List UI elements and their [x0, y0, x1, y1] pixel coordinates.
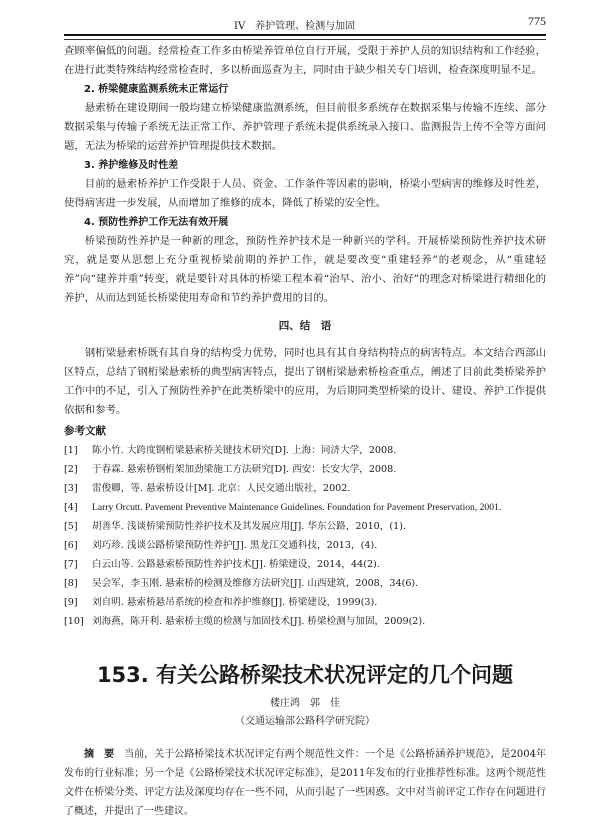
body-text [64, 42, 546, 821]
ref-text: 刘巧珍. 浅谈公路桥梁预防性养护[J]. 黑龙江交通科技，2013，(4). [92, 540, 378, 551]
ref-number: [1] [64, 445, 78, 456]
ref-text: Larry Orcutt. Pavement Preventive Maintenance Guidelines. Foundation for Pavement Preservation, 2001. [92, 502, 502, 513]
abstract-label: 摘 要 [84, 749, 115, 760]
subheading: 4. 预防性养护工作无法有效开展 [84, 217, 229, 228]
reference-item [64, 574, 546, 593]
reference-list [64, 441, 546, 631]
references-heading: 参考文献 [64, 425, 106, 437]
ref-text: 刘自明. 悬索桥悬吊系统的检查和养护维修[J]. 桥梁建设，1999(3). [92, 597, 378, 608]
ref-number: [6] [64, 540, 78, 551]
ref-number: [10] [64, 616, 84, 627]
ref-number: [7] [64, 559, 78, 570]
paragraph: 桥梁预防性养护是一种新的理念，预防性养护技术是一种新兴的学科。开展桥梁预防性养护技术研究，就是要从思想上充分重视桥梁前期的养护工作，就是要改变“重建轻养”的老观念，从“重建轻养”向“建养并重”转变，就是要针对具体的桥梁工程本着“治早、治小、治好”的理念对桥梁进行精细化的养护，从而达到延长桥梁使用寿命和节约养护费用的目的。 [64, 235, 546, 304]
reference-item [64, 441, 546, 460]
article-affiliation: （交通运输部公路科学研究院） [235, 716, 375, 727]
ref-text: 胡善华. 浅谈桥梁预防性养护技术及其发展应用[J]. 华东公路，2010，(1). [92, 521, 407, 532]
ref-number: [2] [64, 464, 78, 475]
ref-number: [8] [64, 578, 78, 589]
subheading: 2. 桥梁健康监测系统未正常运行 [84, 84, 229, 95]
ref-number: [4] [64, 502, 78, 513]
ref-text: 吴会军，李玉刚. 悬索桥的检测及维修方法研究[J]. 山西建筑，2008，34(6). [92, 578, 419, 589]
reference-item [64, 460, 546, 479]
reference-item [64, 517, 546, 536]
reference-item [64, 536, 546, 555]
ref-text: 刘海燕，陈开利. 悬索桥主缆的检测与加固技术[J]. 桥梁检测与加固，2009(2). [92, 616, 426, 627]
ref-text: 白云山等. 公路悬索桥预防性养护技术[J]. 桥梁建设，2014，44(2). [92, 559, 380, 570]
abstract [64, 745, 546, 821]
ref-text: 于春霖. 悬索桥钢桁架加劲梁施工方法研究[D]. 西安：长安大学，2008. [92, 464, 397, 475]
header-rule-thin [64, 39, 546, 40]
ref-text: 雷俊卿，等. 悬索桥设计[M]. 北京：人民交通出版社，2002. [92, 483, 351, 494]
ref-number: [3] [64, 483, 78, 494]
paragraph: 悬索桥在建设期间一般均建立桥梁健康监测系统，但目前很多系统存在数据采集与传输不连续、部分数据采集与传输子系统无法正常工作、养护管理子系统未提供系统录入接口、监测报告上传不全等方面问题，无法为桥梁的运营养护管理提供技术数据。 [64, 102, 546, 152]
article-authors: 楼庄鸿 郭 佳 [270, 698, 340, 709]
reference-item [64, 612, 546, 631]
page-number: 775 [528, 14, 546, 28]
subheading: 3. 养护维修及时性差 [84, 160, 179, 171]
paragraph: 目前的悬索桥养护工作受限于人员、资金、工作条件等因素的影响，桥梁小型病害的维修及时性差，使得病害进一步发展，从而增加了维修的成本，降低了桥梁的安全性。 [64, 178, 546, 209]
section-heading: 四、结 语 [278, 320, 332, 332]
paragraph: 查顾率偏低的问题。经常检查工作多由桥梁养管单位自行开展，受限于养护人员的知识结构和工作经验，在进行此类特殊结构经常检查时，多以桥面巡查为主，同时由于缺少相关专门培训，检查深度明显不足。 [64, 45, 546, 76]
header-section: IV 养护管理、检测与加固 [234, 21, 356, 32]
abstract-text: 当前，关于公路桥梁技术状况评定有两个规范性文件：一个是《公路桥涵养护规范》，是2004年发布的行业标准；另一个是《公路桥梁技术状况评定标准》，是2011年发布的行业推荐性标准。这两个规范性文件在桥梁分类、评定方法及深度均存在一些不同，从而引起了一些困惑。文中对当前评定工作存在问题进行了概述，并提出了一些建议。 [64, 749, 546, 817]
ref-text: 陈小竹. 大跨度钢桁梁悬索桥关键技术研究[D]. 上海：同济大学，2008. [92, 445, 397, 456]
conclusion-paragraph: 钢桁梁悬索桥既有其自身的结构受力优势，同时也具有其自身结构特点的病害特点。本文结合西部山区特点，总结了钢桁梁悬索桥的典型病害特点，提出了钢桁梁悬索桥检查重点，阐述了目前此类桥梁养护工作中的不足，引入了预防性养护在此类桥梁中的应用，为后期同类型桥梁的设计、建设、养护工作提供依据和参考。 [64, 347, 546, 416]
reference-item [64, 593, 546, 612]
running-header [64, 14, 546, 32]
reference-item [64, 479, 546, 498]
article-title: 153. 有关公路桥梁技术状况评定的几个问题 [96, 663, 514, 687]
reference-item [64, 498, 546, 517]
header-rule [64, 34, 546, 36]
ref-number: [9] [64, 597, 78, 608]
ref-number: [5] [64, 521, 78, 532]
reference-item [64, 555, 546, 574]
